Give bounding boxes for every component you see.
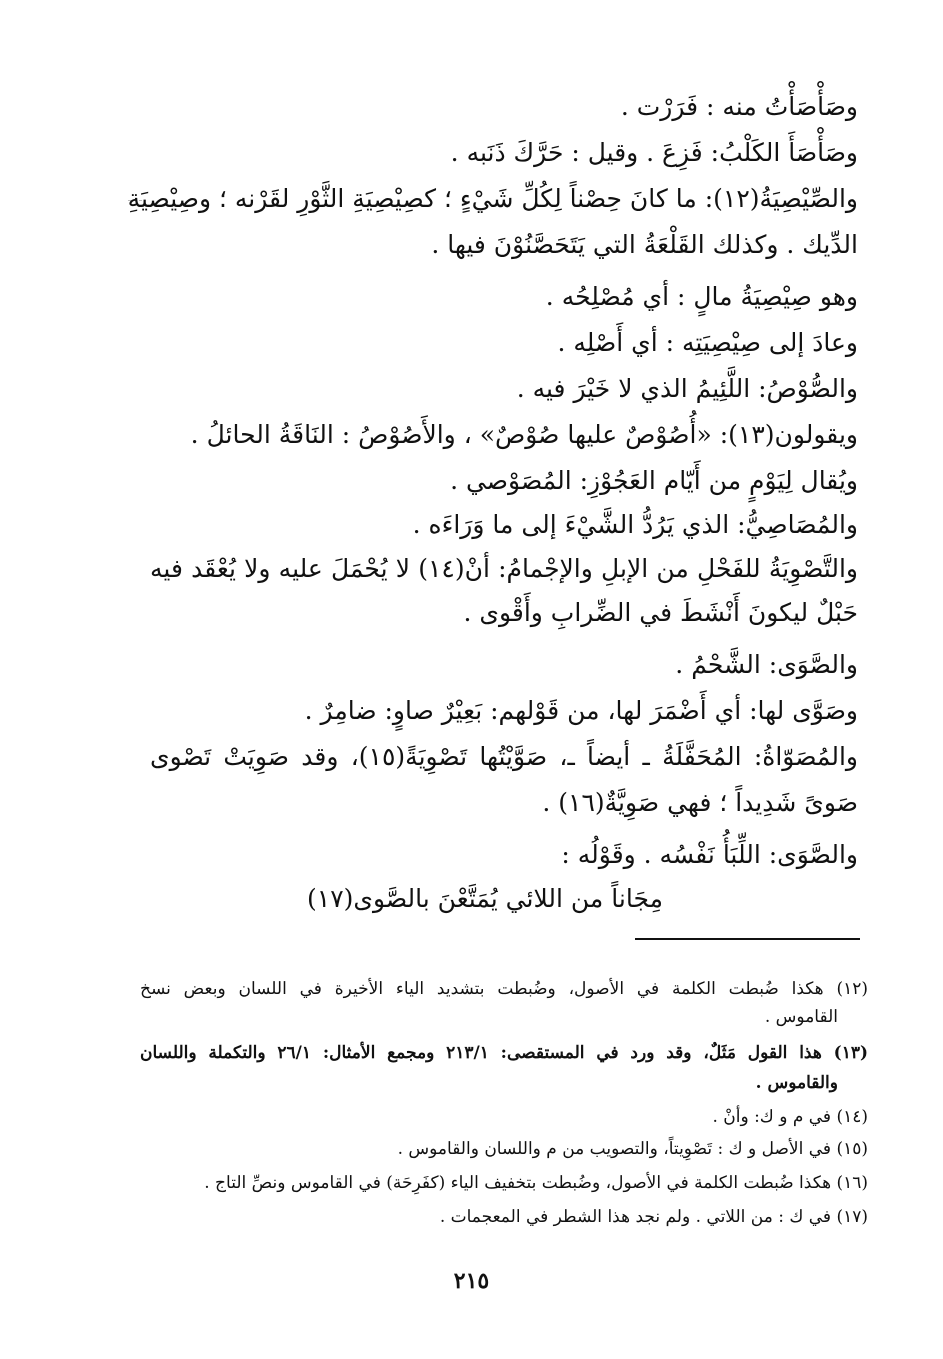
footnote-line: والقاموس . <box>755 1073 838 1093</box>
main-text-line: والمُصَاصِيُّ: الذي يَرُدُّ الشَّيْءَ إلى ما وَرَاءَه . <box>412 510 858 539</box>
main-text-line: وعادَ إلى صِيْصِيَتِه : أي أَصْلِه . <box>557 328 858 357</box>
main-text-line: حَبْلٌ ليكونَ أَنْشَطَ في الضِّرابِ وأَقْوى . <box>463 598 858 627</box>
footnote-line: (١٣) هذا القول مَثَلٌ، وقد ورد في المستقصى: ٢١٣/١ ومجمع الأمثال: ٢٦/١ والتكملة واللسان <box>140 1043 868 1063</box>
main-text-line: والصُّوْصُ: اللَّئِيمُ الذي لا خَيْرَ فيه . <box>516 374 858 403</box>
main-text-line: والصِّيْصِيَةُ(١٢): ما كانَ حِصْناً لِكُلِّ شَيْءٍ ؛ كصِيْصِيَةِ الثَّوْرِ لقَرْنه ؛ وصِيْصِيَةِ <box>127 184 858 213</box>
footnote-line: (١٢) هكذا ضُبطت الكلمة في الأصول، وضُبطت بتشديد الياء الأخيرة في اللسان وبعض نسخ <box>140 979 868 999</box>
footnote-line: القاموس . <box>764 1007 838 1027</box>
main-text-line: الدِّيك . وكذلك القَلْعَةُ التي يَتَحَصَّنُوْنَ فيها . <box>431 230 858 259</box>
main-text-line: وصَأْصَأْتُ منه : فَرَرْت . <box>620 92 858 121</box>
main-text-line: ويُقال لِيَوْمٍ من أَيّام العَجُوْزِ: المُصَوْصي . <box>450 466 858 495</box>
main-text-line: والمُصَوّاةُ: المُحَفَّلَةُ ـ أيضاً ـ، صَوَّيْتُها تَصْوِيَةً(١٥)، وقد صَوِيَتْ تَصْوى <box>150 742 858 771</box>
main-text-line: والتَّصْوِيَةُ للفَحْلِ من الإبلِ والإجْمامُ: أنْ(١٤) لا يُحْمَلَ عليه ولا يُعْقَد فيه <box>150 554 858 583</box>
footnote-line: (١٥) في الأصل و ك : تَصْوِيتاً، والتصويب من م واللسان والقاموس . <box>397 1139 868 1159</box>
main-text-line: وهو صِيْصِيَةُ مالٍ : أي مُصْلِحُه . <box>545 282 858 311</box>
footnote-line: (١٦) هكذا ضُبطت الكلمة في الأصول، وضُبطت بتخفيف الياء (كفَرِحَة) في القاموس ونصِّ التاج . <box>204 1173 868 1193</box>
page-number: ٢١٥ <box>453 1268 490 1294</box>
footnote-separator <box>635 938 860 940</box>
footnote-line: (١٧) في ك : من اللاتي . ولم نجد هذا الشطر في المعجمات . <box>439 1207 868 1227</box>
main-text-line: والصَّوَى: اللِّبَأُ نَفْسُه . وقَوْلُه : <box>561 840 858 869</box>
main-text-line: صَوىً شَدِيداً ؛ فهي صَوِيَّةٌ(١٦) . <box>542 788 858 817</box>
main-text-line: وصَأْصَأَ الكَلْبُ: فَزِعَ . وقيل : حَرَّكَ ذَنَبه . <box>450 138 858 167</box>
main-text-line: ويقولون(١٣): «أُصُوْصٌ عليها صُوْصٌ» ، والأَصُوْصُ : النَاقَةُ الحائلُ . <box>190 420 858 449</box>
footnote-line: (١٤) في م و ك: وأنْ . <box>712 1107 868 1127</box>
main-text-line: وصَوَّى لها: أي أَضْمَرَ لها، من قَوْلهم: بَعِيْرٌ صاوٍ: ضامِرٌ . <box>304 696 858 725</box>
main-text-line: والصَّوَى: الشَّحْمُ . <box>675 650 858 679</box>
verse-line: مِجَاناً من اللائي يُمَتَّعْنَ بالصَّوى(١٧) <box>307 884 663 913</box>
